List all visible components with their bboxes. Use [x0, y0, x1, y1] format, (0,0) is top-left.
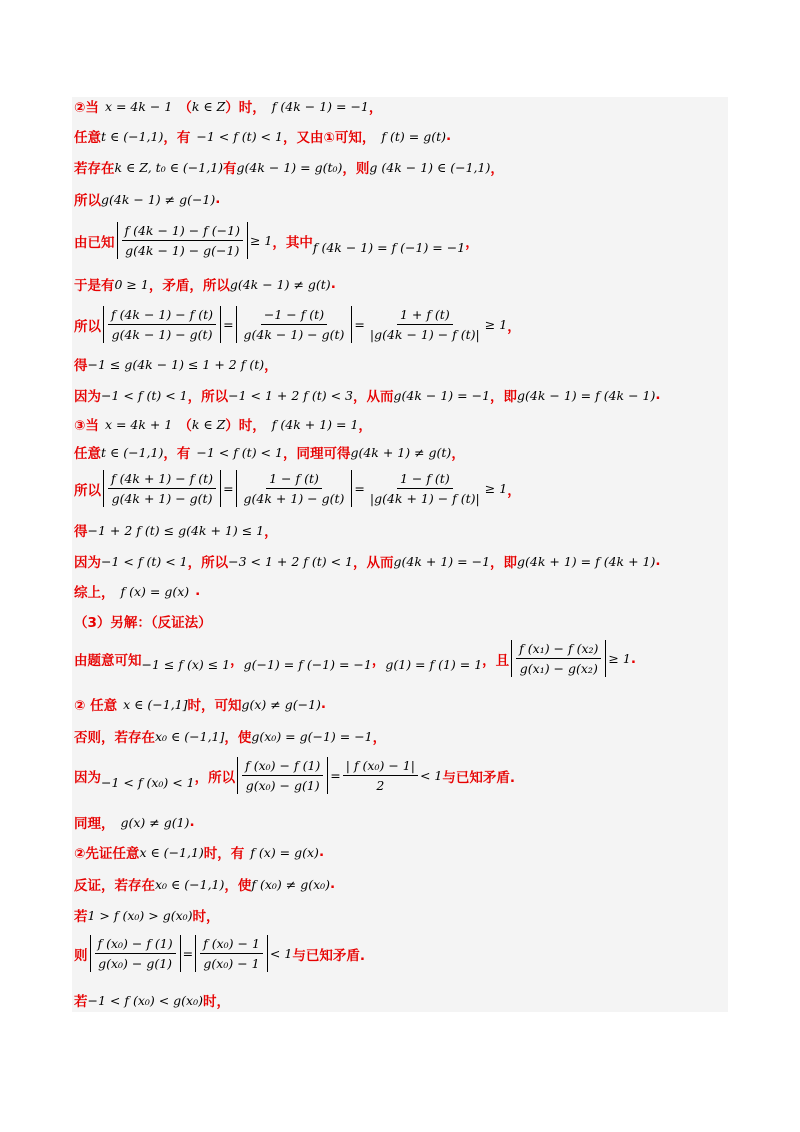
text: 若存在 — [74, 161, 115, 177]
formula: f (4k − 1) = f (−1) = −1 — [312, 240, 466, 255]
denominator: |g(4k + 1) − f (t)| — [369, 491, 480, 506]
proof-line — [74, 354, 278, 374]
text: 因为 — [74, 389, 101, 405]
formula: f (x) = g(x) — [250, 844, 319, 860]
fraction — [241, 471, 348, 506]
fraction — [516, 641, 601, 676]
text: 与已知矛盾. — [292, 947, 365, 964]
proof-line — [74, 640, 636, 677]
denominator: g(4k − 1) − g(−1) — [125, 243, 240, 258]
denominator: g(x₀) − g(1) — [245, 778, 320, 793]
equals: = — [354, 481, 365, 496]
denominator: g(4k − 1) − g(t) — [243, 327, 345, 342]
formula: −1 < f (t) < 1 — [101, 553, 188, 569]
formula: x ∈ (−1,1) — [139, 844, 204, 860]
fraction — [367, 307, 483, 342]
formula: −1 < f (x₀) < 1 — [101, 775, 195, 790]
formula: g(x) ≠ g(1) — [120, 814, 190, 830]
absolute-value — [195, 935, 268, 972]
formula: −1 ≤ g(4k − 1) ≤ 1 + 2 f (t) — [87, 356, 265, 372]
text: 若 — [74, 909, 88, 925]
numerator: f (x₀) − 1 — [200, 936, 263, 954]
numerator: 1 − f (t) — [397, 471, 453, 489]
text: 由题意可知 — [74, 652, 142, 669]
text: ，又由①可知， — [282, 130, 376, 146]
denominator: g(x₀) − 1 — [203, 956, 260, 971]
formula: x ∈ (−1,1] — [123, 696, 188, 712]
proof-line — [74, 874, 335, 894]
text: 时，有 — [203, 846, 245, 862]
numerator: 1 + f (t) — [397, 307, 453, 325]
equals: = — [354, 317, 365, 332]
text: ， — [230, 652, 244, 669]
text: ，所以 — [194, 769, 236, 786]
text: ，即 — [490, 555, 518, 571]
case-2-heading — [74, 96, 382, 116]
text: ， — [372, 730, 387, 746]
denominator: 2 — [376, 778, 385, 793]
text: ， — [451, 446, 465, 462]
equals: = — [330, 768, 341, 783]
text: 综上， — [74, 585, 115, 601]
text: 有 — [223, 161, 237, 177]
text: ， — [507, 318, 521, 335]
text: 时， — [203, 994, 230, 1010]
formula: f (4k + 1) = 1 — [271, 416, 359, 432]
equals: = — [182, 946, 194, 961]
text: ，矛盾，所以 — [148, 278, 230, 294]
case-3-heading — [74, 414, 372, 434]
text: ， — [264, 524, 278, 540]
numerator: f (x₀) − f (1) — [95, 936, 176, 954]
proof-line — [74, 935, 365, 972]
formula: −1 < f (t) < 1 — [196, 128, 283, 144]
proof-line — [74, 990, 230, 1010]
absolute-value — [90, 935, 181, 972]
equals: = — [223, 481, 234, 496]
text: . — [445, 128, 452, 144]
proof-line — [74, 306, 521, 343]
text: 任意 — [74, 130, 101, 146]
formula: k ∈ Z, t₀ ∈ (−1,1) — [114, 159, 224, 175]
formula: x = 4k + 1 — [104, 416, 173, 432]
proof-line — [74, 126, 451, 146]
proof-line — [74, 222, 479, 259]
text: ， — [368, 100, 383, 116]
conclusion-line — [74, 581, 200, 601]
numerator: f (4k − 1) − f (t) — [108, 307, 216, 325]
text: （ — [178, 418, 192, 434]
text: ，其中 — [272, 234, 313, 251]
text: 反证，若存在 — [74, 878, 155, 894]
text: ）时， — [225, 418, 266, 434]
formula: k ∈ Z — [191, 98, 226, 114]
text: ②先证任意 — [74, 846, 140, 862]
proof-line — [74, 694, 326, 714]
text: ， — [490, 161, 504, 177]
proof-line — [74, 157, 504, 177]
text: ，有 — [163, 446, 191, 462]
text: ，即 — [490, 389, 518, 405]
text: . — [655, 387, 661, 403]
denominator: g(x₀) − g(1) — [98, 956, 173, 971]
text: ，从而 — [353, 555, 394, 571]
text: 由已知 — [74, 234, 115, 251]
numerator: −1 − f (t) — [261, 307, 327, 325]
formula: g(x₀) = g(−1) = −1 — [251, 728, 373, 744]
text: ③当 — [74, 418, 99, 434]
text: 因为 — [74, 769, 101, 786]
fraction — [343, 758, 418, 793]
text: ， — [371, 652, 386, 669]
fraction — [95, 936, 176, 971]
formula: f (t) = g(t) — [381, 128, 446, 144]
formula: g(x) ≠ g(−1) — [241, 696, 321, 712]
proof-line — [74, 812, 195, 832]
text: ， — [358, 418, 372, 434]
formula: −1 + 2 f (t) ≤ g(4k + 1) ≤ 1 — [87, 522, 265, 538]
numerator: | f (x₀) − 1| — [343, 758, 418, 776]
proof-line — [74, 726, 386, 746]
text: ②当 — [74, 100, 99, 116]
formula: g(4k − 1) ≠ g(t) — [229, 276, 331, 292]
formula: t ∈ (−1,1) — [101, 444, 164, 460]
fraction — [108, 471, 216, 506]
proof-line — [74, 274, 336, 294]
text: ， — [465, 234, 479, 251]
formula: f (4k − 1) = −1 — [271, 98, 369, 114]
text: . — [630, 650, 636, 667]
denominator: g(4k + 1) − g(t) — [243, 491, 345, 506]
absolute-value — [103, 306, 221, 343]
denominator: g(4k + 1) − g(t) — [111, 491, 213, 506]
formula: −1 < f (x₀) < g(x₀) — [87, 992, 203, 1008]
text: 所以 — [74, 482, 101, 499]
text: ，则 — [342, 161, 370, 177]
fraction — [241, 307, 348, 342]
text: 得 — [74, 358, 88, 374]
text: 得 — [74, 524, 88, 540]
absolute-value — [236, 306, 353, 343]
formula: 0 ≥ 1 — [114, 276, 149, 292]
formula: x₀ ∈ (−1,1) — [155, 876, 225, 892]
text: ，使 — [224, 730, 252, 746]
formula: < 1 — [419, 768, 443, 783]
absolute-value — [117, 222, 248, 259]
fraction — [122, 223, 243, 258]
text: （ — [178, 100, 192, 116]
proof-line — [74, 757, 515, 794]
denominator: g(x₁) − g(x₂) — [519, 661, 598, 676]
formula: g(1) = f (1) = 1 — [385, 657, 483, 672]
formula: g(4k + 1) ≠ g(t) — [350, 444, 452, 460]
formula: g(4k − 1) = g(t₀) — [236, 159, 343, 175]
numerator: f (4k − 1) − f (−1) — [122, 223, 243, 241]
text: 同理， — [74, 816, 115, 832]
formula: −1 ≤ f (x) ≤ 1 — [141, 657, 231, 672]
proof-line — [74, 551, 661, 571]
formula: ≥ 1 — [484, 481, 508, 496]
text: ， — [507, 482, 521, 499]
formula: −1 < f (t) < 1 — [196, 444, 283, 460]
formula: g(4k − 1) = f (4k − 1) — [517, 387, 656, 403]
formula: x = 4k − 1 — [104, 98, 173, 114]
formula: −3 < 1 + 2 f (t) < 1 — [228, 553, 354, 569]
proof-line — [74, 905, 220, 925]
proof-line — [74, 385, 661, 405]
formula: g(4k − 1) ≠ g(−1) — [101, 191, 216, 207]
text: ，使 — [224, 878, 252, 894]
text: 所以 — [74, 318, 101, 335]
fraction — [367, 471, 483, 506]
formula: g(4k − 1) = −1 — [393, 387, 491, 403]
text: ）时， — [225, 100, 266, 116]
formula: g(4k + 1) = f (4k + 1) — [517, 553, 656, 569]
text: ② 任意 — [74, 698, 118, 714]
text: 因为 — [74, 555, 101, 571]
text: ，从而 — [353, 389, 394, 405]
formula: < 1 — [269, 946, 293, 961]
numerator: f (x₁) − f (x₂) — [516, 641, 601, 659]
absolute-value — [237, 757, 328, 794]
fraction — [108, 307, 216, 342]
fraction — [200, 936, 263, 971]
absolute-value — [511, 640, 606, 677]
absolute-value — [103, 470, 221, 507]
formula: −1 < f (t) < 1 — [101, 387, 188, 403]
absolute-value — [236, 470, 353, 507]
text: 所以 — [74, 193, 101, 209]
formula: t ∈ (−1,1) — [101, 128, 164, 144]
numerator: f (4k + 1) − f (t) — [108, 471, 216, 489]
text: . — [320, 696, 327, 712]
text: . — [189, 814, 195, 830]
formula: 1 > f (x₀) > g(x₀) — [87, 907, 193, 923]
text: 若 — [74, 994, 88, 1010]
text: . — [318, 844, 325, 860]
formula: ≥ 1 — [608, 651, 631, 666]
text: （3）另解：（反证法） — [74, 615, 212, 631]
formula: f (x) = g(x) — [120, 583, 190, 599]
text: 任意 — [74, 446, 101, 462]
text: . — [655, 553, 661, 569]
text: ，有 — [163, 130, 191, 146]
text: . — [215, 191, 221, 207]
text: ，且 — [482, 652, 510, 669]
text: ，同理可得 — [282, 446, 351, 462]
text: 时，可知 — [187, 698, 242, 714]
equals: = — [223, 317, 234, 332]
denominator: g(4k − 1) − g(t) — [111, 327, 213, 342]
formula: f (x₀) ≠ g(x₀) — [251, 876, 331, 892]
formula: ≥ 1 — [484, 317, 508, 332]
text: . — [330, 876, 336, 892]
formula: −1 < 1 + 2 f (t) < 3 — [228, 387, 354, 403]
text: 否则，若存在 — [74, 730, 155, 746]
text: . — [195, 583, 201, 599]
formula: g(−1) = f (−1) = −1 — [243, 657, 372, 672]
text: 则 — [74, 947, 88, 964]
formula: g (4k − 1) ∈ (−1,1) — [369, 159, 491, 175]
proof-line — [74, 442, 465, 462]
proof-line — [74, 470, 521, 507]
denominator: |g(4k − 1) − f (t)| — [369, 327, 480, 342]
text: 于是有 — [74, 278, 115, 294]
text: 与已知矛盾. — [442, 769, 515, 786]
text: ，所以 — [187, 555, 229, 571]
numerator: 1 − f (t) — [266, 471, 322, 489]
text: . — [330, 276, 336, 292]
fraction — [242, 758, 323, 793]
section-heading — [74, 611, 212, 631]
formula: ≥ 1 — [249, 233, 273, 248]
formula: g(4k + 1) = −1 — [393, 553, 491, 569]
text: ，所以 — [187, 389, 229, 405]
formula: k ∈ Z — [191, 416, 226, 432]
text: ， — [264, 358, 278, 374]
proof-line — [74, 842, 324, 862]
formula: x₀ ∈ (−1,1] — [155, 728, 225, 744]
proof-line — [74, 520, 278, 540]
text: 时， — [192, 909, 220, 925]
proof-line — [74, 189, 220, 209]
numerator: f (x₀) − f (1) — [242, 758, 323, 776]
